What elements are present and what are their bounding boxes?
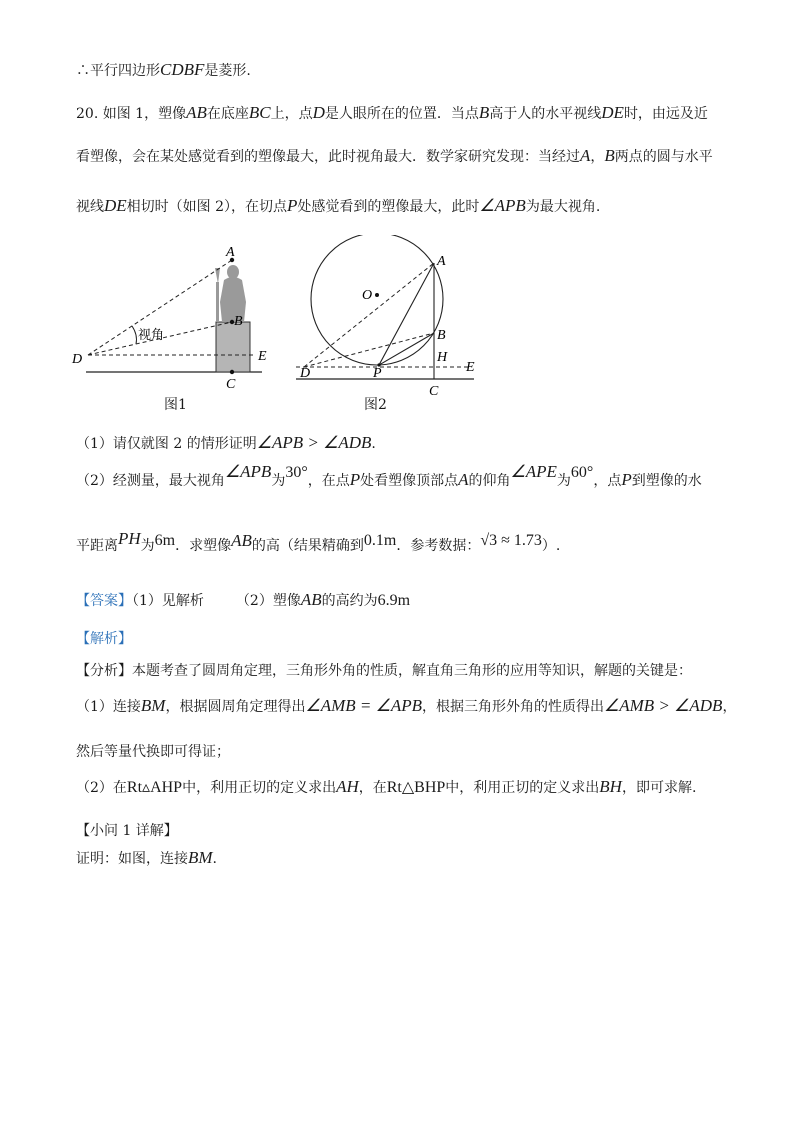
math-p: P <box>621 470 632 489</box>
analysis-intro-text: 本题考查了圆周角定理，三角形外角的性质，解直角三角形的应用等知识，解题的关键是： <box>132 663 692 679</box>
problem-line-3 <box>76 196 600 216</box>
label-a: A <box>226 245 235 260</box>
math-ah: AH <box>336 777 359 796</box>
detail-proof <box>76 848 217 868</box>
analysis-text: 中，利用正切的定义求出 <box>182 780 337 796</box>
center-o <box>375 293 379 297</box>
answer-value: 6.9m <box>377 592 411 609</box>
conclusion-prefix: 平行四边形 <box>90 63 160 79</box>
math-p: P <box>349 470 361 489</box>
answer-part-2b: 的高约为 <box>321 593 378 609</box>
question-text: 为 <box>140 538 155 554</box>
problem-text: 20. 如图 1，塑像 <box>76 106 187 122</box>
question-text: 的仰角 <box>468 473 511 489</box>
problem-text: 看塑像，会在某处感觉看到的塑像最大，此时视角最大．数学家研究发现：当经过 <box>76 149 580 165</box>
problem-text: 处感觉看到的塑像最大，此时 <box>297 199 480 215</box>
label-p: P <box>373 366 382 381</box>
math-inequality: ∠APB > ∠ADB <box>256 433 372 452</box>
question-text: ．求塑像 <box>175 538 232 554</box>
analysis-point-1 <box>76 696 736 716</box>
problem-text: 两点的圆与水平 <box>614 149 713 165</box>
question-text: ，在点 <box>307 473 350 489</box>
answer-part-1: （1）见解析 <box>132 593 204 609</box>
analysis-tag: 【解析】 <box>76 631 132 647</box>
math-6m: 6m <box>154 532 176 549</box>
answer-tag: 【答案】 <box>76 593 132 609</box>
math-0-1m: 0.1m <box>363 532 397 549</box>
analysis-intro-tag: 【分析】 <box>76 663 132 679</box>
math-ab: AB <box>300 590 322 609</box>
question-text: （1）请仅就图 2 的情形证明 <box>76 436 257 452</box>
math-ab: AB <box>186 103 207 122</box>
question-text: 为 <box>271 473 286 489</box>
problem-text: 高于人的水平视线 <box>489 106 602 122</box>
problem-text: 时，由远及近 <box>623 106 708 122</box>
label-b: B <box>234 314 243 329</box>
answer-line <box>76 590 410 610</box>
question-1 <box>76 433 376 453</box>
question-2-line-2 <box>76 529 561 555</box>
angle-label: 视角 <box>138 328 165 343</box>
analysis-text: 中，利用正切的定义求出 <box>445 780 600 796</box>
pedestal-bc <box>216 322 250 372</box>
circle-o <box>311 235 443 365</box>
question-2-line-1 <box>76 462 702 490</box>
math-rt-ahp: Rt▵AHP <box>126 779 183 796</box>
math-bh: BH <box>599 777 622 796</box>
label-c: C <box>226 377 236 392</box>
math-ab: AB <box>231 531 252 550</box>
problem-line-2 <box>76 146 713 166</box>
label-c: C <box>429 384 439 399</box>
therefore-symbol: ∴ <box>76 63 90 79</box>
math-b: B <box>604 146 615 165</box>
math-60-deg: 60° <box>570 464 594 481</box>
math-ph: PH <box>118 529 141 548</box>
math-sqrt3: √3 ≈ 1.73 <box>480 532 542 549</box>
problem-text: 是人眼所在的位置．当点 <box>324 106 479 122</box>
math-d: D <box>312 103 325 122</box>
math-angle-apb: ∠APB <box>479 196 526 215</box>
question-text: 平距离 <box>76 538 118 554</box>
math-b: B <box>478 103 490 122</box>
label-h: H <box>437 350 448 365</box>
figure-2-caption: 图2 <box>364 397 387 413</box>
math-inequality: ∠AMB > ∠ADB <box>604 696 723 715</box>
figure-2 <box>290 235 490 400</box>
conclusion-line <box>76 60 251 80</box>
answer-part-2: （2）塑像 <box>235 593 301 609</box>
shape-name: CDBF <box>160 60 205 79</box>
math-de: DE <box>601 103 624 122</box>
math-equality: ∠AMB = ∠APB <box>305 696 423 715</box>
question-text: （2）经测量，最大视角 <box>76 473 225 489</box>
dashed-da <box>304 263 434 367</box>
math-p: P <box>287 196 298 215</box>
math-angle-ape: ∠APE <box>510 462 557 481</box>
math-rt-bhp: Rt△BHP <box>386 779 446 796</box>
problem-text: 为最大视角. <box>525 199 601 215</box>
math-bm: BM <box>188 848 213 867</box>
question-text: ）. <box>541 538 561 554</box>
analysis-text: （1）连接 <box>76 699 141 715</box>
conclusion-suffix: 是菱形. <box>204 63 251 79</box>
math-de: DE <box>104 196 127 215</box>
analysis-text: ，即可求解. <box>621 780 697 796</box>
view-angle-arc <box>132 326 137 344</box>
question-text: ．参考数据： <box>396 538 481 554</box>
detail-tag: 【小问 1 详解】 <box>76 823 178 839</box>
segment-pa <box>379 263 434 365</box>
label-d: D <box>300 366 311 381</box>
question-text: 到塑像的水 <box>631 473 702 489</box>
question-text: . <box>371 436 376 452</box>
label-b: B <box>437 328 446 343</box>
label-d: D <box>72 352 83 367</box>
problem-text: 上，点 <box>270 106 313 122</box>
problem-text: ， <box>590 149 605 165</box>
question-text: ，点 <box>593 473 622 489</box>
problem-line-1 <box>76 103 708 123</box>
analysis-point-1-cont: 然后等量代换即可得证； <box>76 744 230 760</box>
figure-1 <box>66 238 276 398</box>
analysis-point-2 <box>76 777 696 797</box>
proof-text: 证明：如图，连接 <box>76 851 188 867</box>
math-bm: BM <box>140 696 166 715</box>
analysis-text: ， <box>722 699 737 715</box>
label-e: E <box>258 349 267 364</box>
analysis-text: ，在 <box>358 780 387 796</box>
label-a: A <box>437 254 446 269</box>
math-a: A <box>580 146 591 165</box>
question-text: 处看塑像顶部点 <box>360 473 459 489</box>
analysis-text: ，根据圆周角定理得出 <box>165 699 306 715</box>
analysis-intro <box>76 660 692 680</box>
figure-1-caption: 图1 <box>164 397 187 413</box>
question-text: 的高（结果精确到 <box>251 538 364 554</box>
point-c <box>230 370 234 374</box>
analysis-text: ，根据三角形外角的性质得出 <box>422 699 605 715</box>
proof-text: . <box>212 851 217 867</box>
question-text: 为 <box>556 473 571 489</box>
math-30-deg: 30° <box>285 464 308 481</box>
analysis-text: （2）在 <box>76 780 127 796</box>
math-angle-apb: ∠APB <box>224 462 272 481</box>
math-bc: BC <box>248 103 271 122</box>
label-o: O <box>362 288 373 303</box>
math-a: A <box>458 470 469 489</box>
problem-text: 视线 <box>76 199 104 215</box>
problem-text: 在底座 <box>206 106 249 122</box>
problem-text: 相切时（如图 2），在切点 <box>126 199 288 215</box>
label-e: E <box>466 360 475 375</box>
